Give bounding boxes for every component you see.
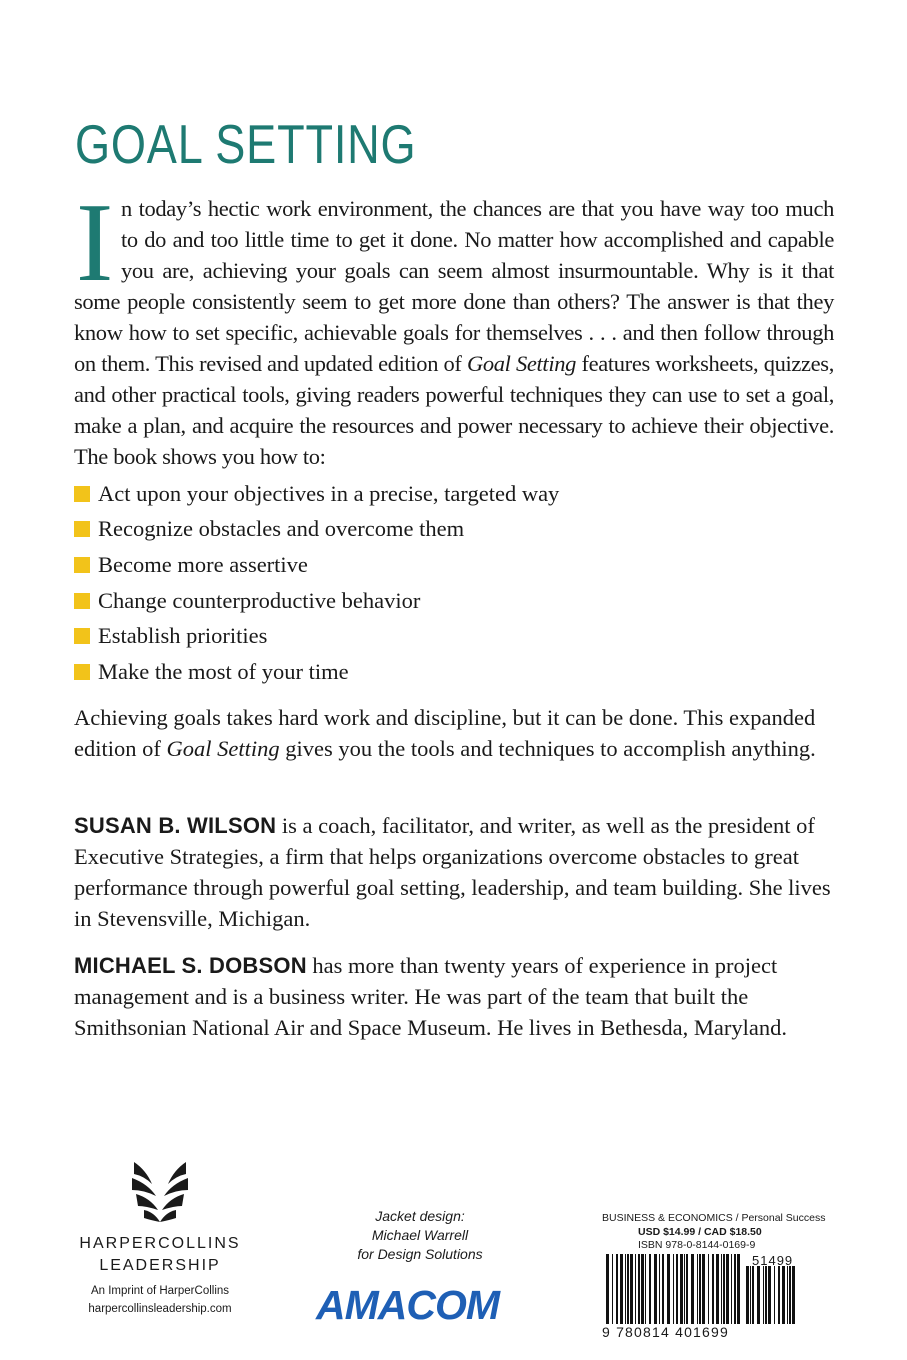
list-item: Act upon your objectives in a precise, targeted way: [74, 476, 559, 512]
barcode-bar: [676, 1254, 678, 1324]
jacket-credit: Jacket design: Michael Warrell for Design Solutions: [357, 1208, 483, 1262]
harpercollins-logo: [74, 1160, 246, 1315]
benefit-list: [74, 476, 559, 690]
barcode-bar: [616, 1254, 618, 1324]
barcode-bar: [734, 1254, 736, 1324]
barcode-bar: [641, 1254, 644, 1324]
barcode-bar: [627, 1254, 629, 1324]
barcode-bar: [654, 1254, 657, 1324]
barcode-bar: [789, 1266, 791, 1324]
price-code: 51499: [752, 1253, 794, 1268]
bullet-square-icon: [74, 664, 90, 680]
barcode-digits: 9 780814 401699: [602, 1324, 729, 1340]
author-bio-wilson: SUSAN B. WILSON is a coach, facilitator, and writer, as well as the president of Executive Strategies, a firm that helps organizations overcome obstacles to great performance through powerful goal setting, leadership, and team building. She lives in Stevensville, Michigan.: [74, 813, 831, 931]
barcode-bar: [659, 1254, 660, 1324]
publisher-division: LEADERSHIP: [99, 1257, 221, 1274]
list-item: Make the most of your time: [74, 654, 559, 690]
publisher-imprint: An Imprint of HarperCollins: [90, 1285, 230, 1297]
barcode-bar: [723, 1254, 725, 1324]
intro-paragraph: [74, 181, 834, 472]
amacom-logo: AMACOM: [316, 1282, 500, 1328]
book-category: BUSINESS & ECONOMICS / Personal Success: [602, 1212, 826, 1224]
publisher-url: harpercollinsleadership.com: [88, 1303, 232, 1315]
list-item: Change counterproductive behavior: [74, 583, 559, 619]
list-item: Become more assertive: [74, 547, 559, 583]
isbn-barcode: [602, 1254, 824, 1344]
barcode-bar: [680, 1254, 683, 1324]
barcode-bar: [702, 1254, 705, 1324]
list-item: Establish priorities: [74, 618, 559, 654]
book-isbn: ISBN 978-0-8144-0169-9: [638, 1239, 756, 1251]
barcode-bar: [667, 1254, 670, 1324]
bullet-square-icon: [74, 628, 90, 644]
closing-paragraph: Achieving goals takes hard work and discipline, but it can be done. This expanded edition of Goal Setting gives you the tools and techniques to accomplish anything.: [74, 705, 816, 761]
barcode-bar: [612, 1254, 613, 1324]
barcode-bar: [620, 1254, 623, 1324]
intro-title-italic: Goal Setting: [466, 351, 577, 376]
barcode-bar: [787, 1266, 788, 1324]
barcode-bar: [782, 1266, 785, 1324]
barcode-bar: [686, 1254, 688, 1324]
list-item: Recognize obstacles and overcome them: [74, 512, 559, 548]
drop-cap: I: [76, 181, 113, 305]
barcode-bar: [752, 1266, 754, 1324]
author-name: SUSAN B. WILSON: [74, 813, 277, 838]
barcode-bar: [697, 1254, 698, 1324]
barcode-bar: [638, 1254, 640, 1324]
barcode-bar: [691, 1254, 694, 1324]
barcode-bar: [757, 1266, 760, 1324]
barcode-bar: [712, 1254, 714, 1324]
barcode-bar: [774, 1266, 775, 1324]
harpercollins-flame-icon: [130, 1160, 190, 1224]
author-bio-dobson: MICHAEL S. DOBSON has more than twenty years of experience in project management and is a business writer. He was part of the team that built the Smithsonian National Air and Space Museum. He lives in Bethesda, Maryland.: [74, 953, 788, 1040]
barcode-bar: [649, 1254, 651, 1324]
barcode-bar: [765, 1266, 767, 1324]
bullet-square-icon: [74, 521, 90, 537]
barcode-block: [602, 1212, 832, 1344]
barcode-bar: [746, 1266, 749, 1324]
barcode-bar: [625, 1254, 626, 1324]
barcode-bar: [731, 1254, 732, 1324]
barcode-bar: [750, 1266, 751, 1324]
barcode-bars: [606, 1254, 740, 1324]
barcode-bar: [768, 1266, 771, 1324]
price-barcode-bars: [746, 1266, 796, 1324]
barcode-bar: [763, 1266, 764, 1324]
barcode-bar: [792, 1266, 795, 1324]
barcode-bar: [645, 1254, 646, 1324]
barcode-bar: [630, 1254, 633, 1324]
book-title: GOAL SETTING: [75, 113, 417, 175]
book-price: USD $14.99 / CAD $18.50: [638, 1226, 762, 1238]
barcode-bar: [673, 1254, 674, 1324]
barcode-bar: [737, 1254, 740, 1324]
barcode-bar: [699, 1254, 701, 1324]
bullet-square-icon: [74, 557, 90, 573]
bullet-square-icon: [74, 593, 90, 609]
barcode-bar: [684, 1254, 685, 1324]
publisher-name: HARPERCOLLINS: [79, 1235, 241, 1252]
barcode-bar: [726, 1254, 729, 1324]
barcode-bar: [716, 1254, 719, 1324]
intro-text: n today’s hectic work environment, the chances are that you have way too much to do and too little time to get it done. No matter how accomplished and capable you are, achieving your goals can seem almost insurmountable. Why is it that some people consistently seem to get more done than others? The answer is that they know how to set specific, achievable goals for themselves . . . and then follow through on them. This revised and updated edition of: [74, 196, 834, 376]
barcode-bar: [635, 1254, 636, 1324]
barcode-bar: [708, 1254, 709, 1324]
barcode-bar: [778, 1266, 780, 1324]
barcode-bar: [606, 1254, 609, 1324]
intro-text-after: features worksheets, quizzes, and other practical tools, giving readers powerful techniques they can use to set a goal, make a plan, and acquire the resources and power necessary to achieve their objective. The book shows you how to:: [74, 351, 834, 469]
barcode-bar: [721, 1254, 722, 1324]
author-name: MICHAEL S. DOBSON: [74, 953, 307, 978]
bullet-square-icon: [74, 486, 90, 502]
barcode-bar: [662, 1254, 664, 1324]
